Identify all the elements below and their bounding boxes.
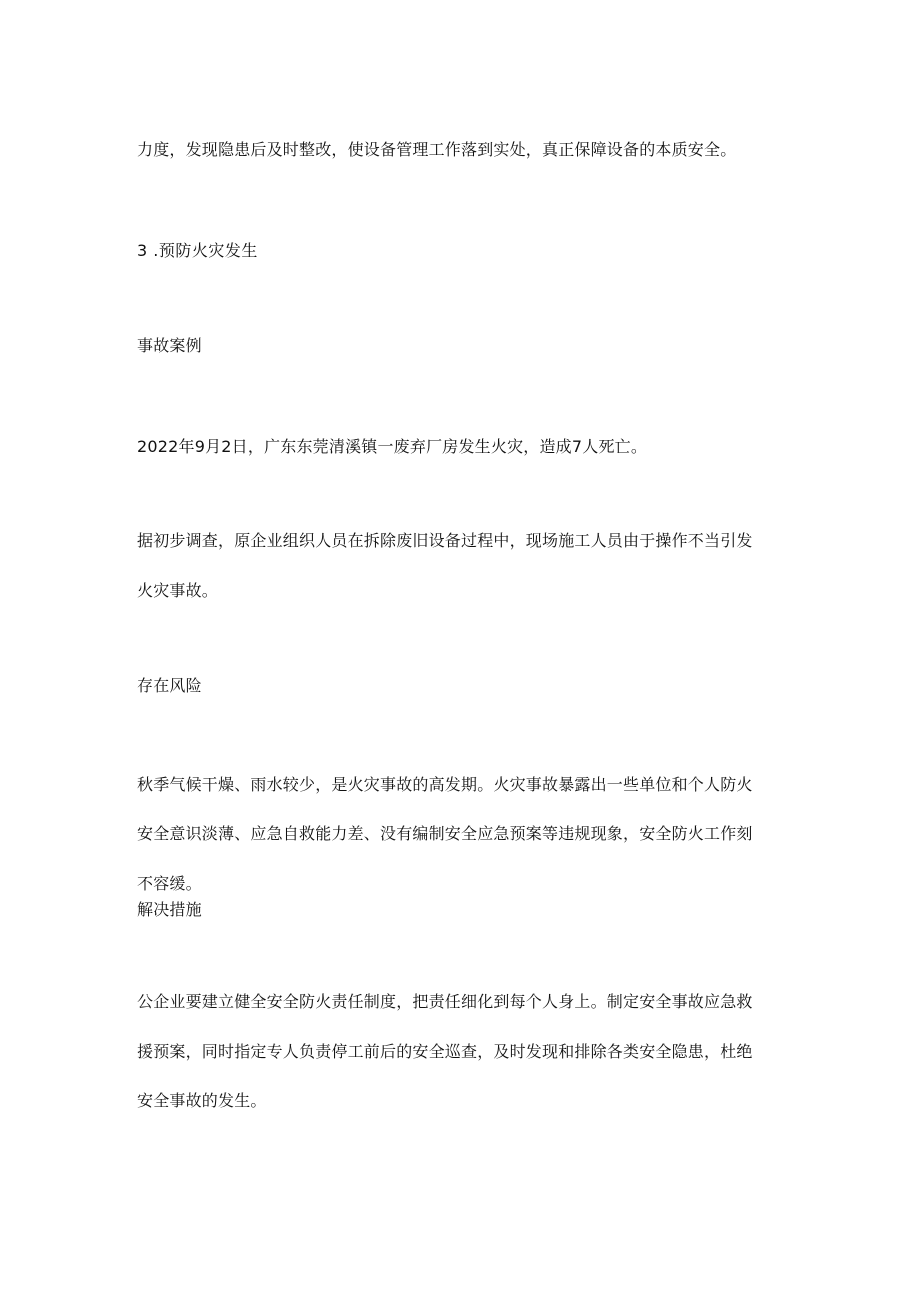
subheading-risk: 存在风险 xyxy=(137,676,202,695)
paragraph-risk-line-2: 安全意识淡薄、应急自救能力差、没有编制安全应急预案等违规现象，安全防火工作刻 xyxy=(137,824,753,843)
paragraph-investigation-line-1: 据初步调查，原企业组织人员在拆除废旧设备过程中，现场施工人员由于操作不当引发 xyxy=(137,531,753,550)
section-heading-fire-prevention: 3 .预防火灾发生 xyxy=(137,241,258,260)
paragraph-continuation: 力度，发现隐患后及时整改，使设备管理工作落到实处，真正保障设备的本质安全。 xyxy=(137,140,737,159)
paragraph-solution-line-3: 安全事故的发生。 xyxy=(137,1091,267,1110)
paragraph-risk-line-1: 秋季气候干燥、雨水较少，是火灾事故的高发期。火灾事故暴露出一些单位和个人防火 xyxy=(137,775,753,794)
paragraph-solution-line-1: 公企业要建立健全安全防火责任制度，把责任细化到每个人身上。制定安全事故应急救 xyxy=(137,992,753,1011)
paragraph-incident-date: 2022年9月2日，广东东莞清溪镇一废弃厂房发生火灾，造成7人死亡。 xyxy=(137,437,648,456)
subheading-solution: 解决措施 xyxy=(137,900,202,919)
paragraph-solution-line-2: 援预案，同时指定专人负责停工前后的安全巡查，及时发现和排除各类安全隐患，杜绝 xyxy=(137,1042,753,1061)
paragraph-risk-line-3: 不容缓。 xyxy=(137,874,202,893)
subheading-accident-case: 事故案例 xyxy=(137,336,202,355)
paragraph-investigation-line-2: 火灾事故。 xyxy=(137,581,219,600)
